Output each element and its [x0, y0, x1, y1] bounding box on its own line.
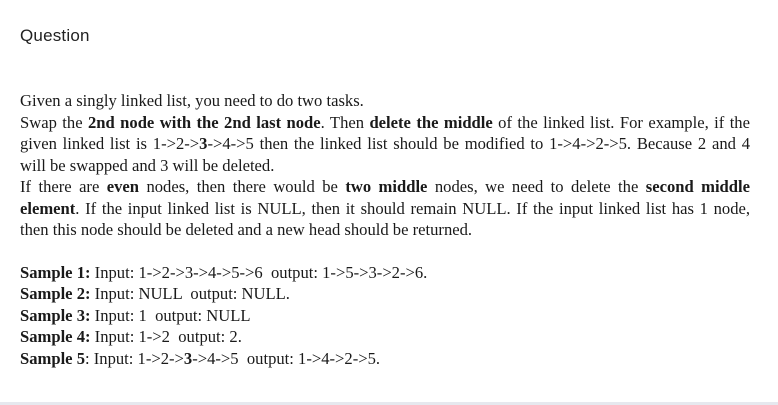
sample-output: output: NULL: [146, 305, 251, 325]
sample-label: Sample 5: [20, 348, 85, 368]
sample-4: [20, 326, 750, 348]
sample-output: output: 2.: [169, 327, 242, 346]
question-body: [20, 90, 750, 369]
sample-1: [20, 262, 750, 284]
task-bold-delete: delete the middle: [369, 112, 493, 132]
sample-label: Sample 1:: [20, 262, 91, 282]
sample-input: Input: 1->2->3->4->5->6: [90, 262, 263, 282]
task-text: Swap the: [20, 112, 88, 132]
even-bold-two-middle: two middle: [345, 177, 428, 196]
sample-output: output: 1->4->2->5.: [238, 348, 381, 368]
sample-input: Input: 1: [90, 305, 147, 325]
sample-input: Input: 1->2: [90, 327, 170, 346]
question-intro: Given a singly linked list, you need to do two tasks.: [20, 91, 364, 110]
even-text: nodes, we need to delete the: [427, 177, 646, 196]
question-task: [20, 112, 750, 177]
task-bold-swap: 2nd node with the 2nd last node: [88, 112, 321, 132]
sample-output: output: 1->5->3->2->6.: [262, 262, 428, 282]
sample-output: output: NULL.: [182, 284, 290, 303]
sample-label: Sample 2:: [20, 284, 91, 303]
sample-label: Sample 4:: [20, 327, 91, 346]
even-text: . If the input linked list is NULL, then it should remain NULL. If the input linked list has 1 node, then this node should be deleted and a new head should be returned.: [20, 198, 750, 239]
sample-2: [20, 283, 750, 305]
task-text: . Then: [320, 112, 370, 132]
question-even-case: [20, 176, 750, 241]
sample-input: ->4->5: [192, 348, 239, 368]
question-header: Question: [20, 26, 90, 45]
sample-input: Input: NULL: [90, 284, 183, 303]
task-text: ->4->5 then the linked list should be modified to 1->4->2->5. Because 2 and 4 will be swapped and 3 will be deleted.: [20, 134, 750, 175]
task-text: of the linked list. For example, if the given linked list is 1->2->: [20, 112, 750, 153]
sample-5: [20, 348, 750, 370]
sample-3: [20, 305, 750, 327]
sample-label: Sample 3:: [20, 305, 91, 325]
task-bold-three: 3: [199, 134, 208, 153]
even-text: nodes, then there would be: [139, 177, 346, 196]
sample-input-bold: 3: [183, 348, 193, 368]
even-bold-second-middle: second middle element: [20, 177, 750, 218]
sample-input: : Input: 1->2->: [85, 348, 184, 368]
even-text: If there are: [20, 177, 107, 196]
even-bold: even: [106, 177, 140, 196]
